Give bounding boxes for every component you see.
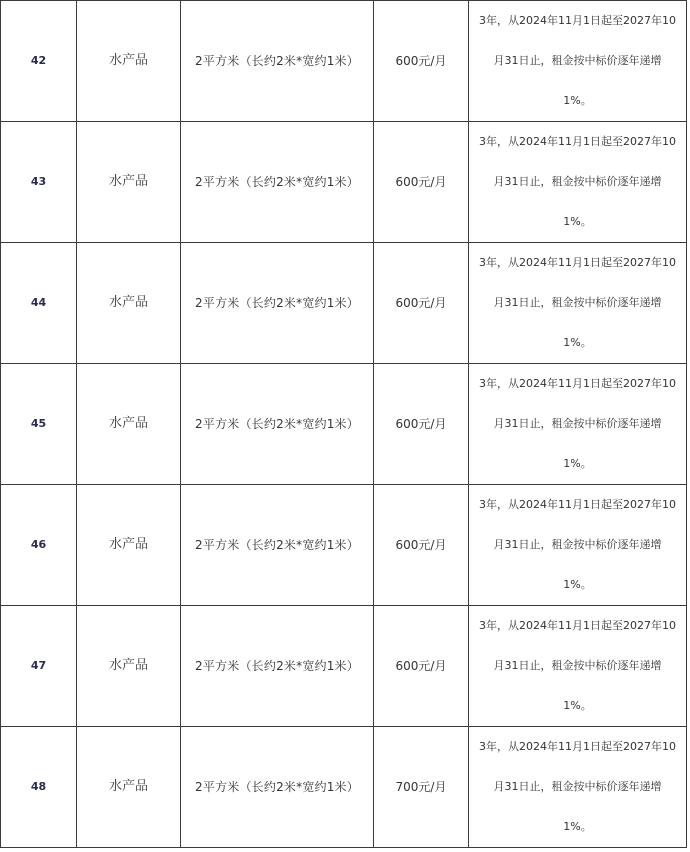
lease-term-line: 月31日止，租金按中标价逐年递增 <box>493 659 662 672</box>
price-cell: 600元/月 <box>374 485 469 606</box>
area-cell: 2平方米（长约2米*宽约1米） <box>181 122 374 243</box>
lease-term-line: 1%。 <box>563 336 592 349</box>
table-row <box>1 122 687 243</box>
lease-term-line: 3年，从2024年11月1日起至2027年10 <box>479 135 676 148</box>
lease-term-cell <box>469 727 687 848</box>
stall-number: 45 <box>1 364 77 485</box>
table-row <box>1 1 687 122</box>
area-cell: 2平方米（长约2米*宽约1米） <box>181 1 374 122</box>
lease-term-line: 月31日止，租金按中标价逐年递增 <box>493 175 662 188</box>
lease-term-line: 1%。 <box>563 215 592 228</box>
lease-term-line: 1%。 <box>563 578 592 591</box>
lease-term-line: 月31日止，租金按中标价逐年递增 <box>493 417 662 430</box>
price-cell: 600元/月 <box>374 606 469 727</box>
lease-term-cell <box>469 364 687 485</box>
lease-term-line: 3年，从2024年11月1日起至2027年10 <box>479 377 676 390</box>
lease-term-line: 3年，从2024年11月1日起至2027年10 <box>479 619 676 632</box>
price-cell: 600元/月 <box>374 122 469 243</box>
category-cell: 水产品 <box>77 364 181 485</box>
area-cell: 2平方米（长约2米*宽约1米） <box>181 364 374 485</box>
lease-term-cell <box>469 606 687 727</box>
lease-term-line: 月31日止，租金按中标价逐年递增 <box>493 54 662 67</box>
price-cell: 600元/月 <box>374 364 469 485</box>
price-cell: 600元/月 <box>374 243 469 364</box>
table-row <box>1 243 687 364</box>
lease-term-line: 月31日止，租金按中标价逐年递增 <box>493 538 662 551</box>
table-row <box>1 727 687 848</box>
area-cell: 2平方米（长约2米*宽约1米） <box>181 243 374 364</box>
lease-term-line: 月31日止，租金按中标价逐年递增 <box>493 296 662 309</box>
lease-term-line: 3年，从2024年11月1日起至2027年10 <box>479 14 676 27</box>
lease-term-line: 3年，从2024年11月1日起至2027年10 <box>479 256 676 269</box>
lease-term-cell <box>469 122 687 243</box>
stall-number: 48 <box>1 727 77 848</box>
lease-term-line: 1%。 <box>563 699 592 712</box>
lease-term-cell <box>469 243 687 364</box>
lease-term-line: 3年，从2024年11月1日起至2027年10 <box>479 498 676 511</box>
category-cell: 水产品 <box>77 1 181 122</box>
price-cell: 600元/月 <box>374 1 469 122</box>
lease-term-cell <box>469 485 687 606</box>
stall-number: 47 <box>1 606 77 727</box>
table-row <box>1 364 687 485</box>
lease-term-line: 3年，从2024年11月1日起至2027年10 <box>479 740 676 753</box>
lease-term-line: 月31日止，租金按中标价逐年递增 <box>493 780 662 793</box>
category-cell: 水产品 <box>77 485 181 606</box>
table-row <box>1 606 687 727</box>
stall-number: 44 <box>1 243 77 364</box>
lease-term-cell <box>469 1 687 122</box>
category-cell: 水产品 <box>77 122 181 243</box>
table-body <box>1 1 687 848</box>
price-cell: 700元/月 <box>374 727 469 848</box>
lease-term-line: 1%。 <box>563 457 592 470</box>
stall-number: 46 <box>1 485 77 606</box>
area-cell: 2平方米（长约2米*宽约1米） <box>181 606 374 727</box>
stall-number: 43 <box>1 122 77 243</box>
table-row <box>1 485 687 606</box>
lease-term-line: 1%。 <box>563 820 592 833</box>
lease-term-line: 1%。 <box>563 94 592 107</box>
area-cell: 2平方米（长约2米*宽约1米） <box>181 485 374 606</box>
category-cell: 水产品 <box>77 606 181 727</box>
category-cell: 水产品 <box>77 243 181 364</box>
area-cell: 2平方米（长约2米*宽约1米） <box>181 727 374 848</box>
stall-number: 42 <box>1 1 77 122</box>
category-cell: 水产品 <box>77 727 181 848</box>
